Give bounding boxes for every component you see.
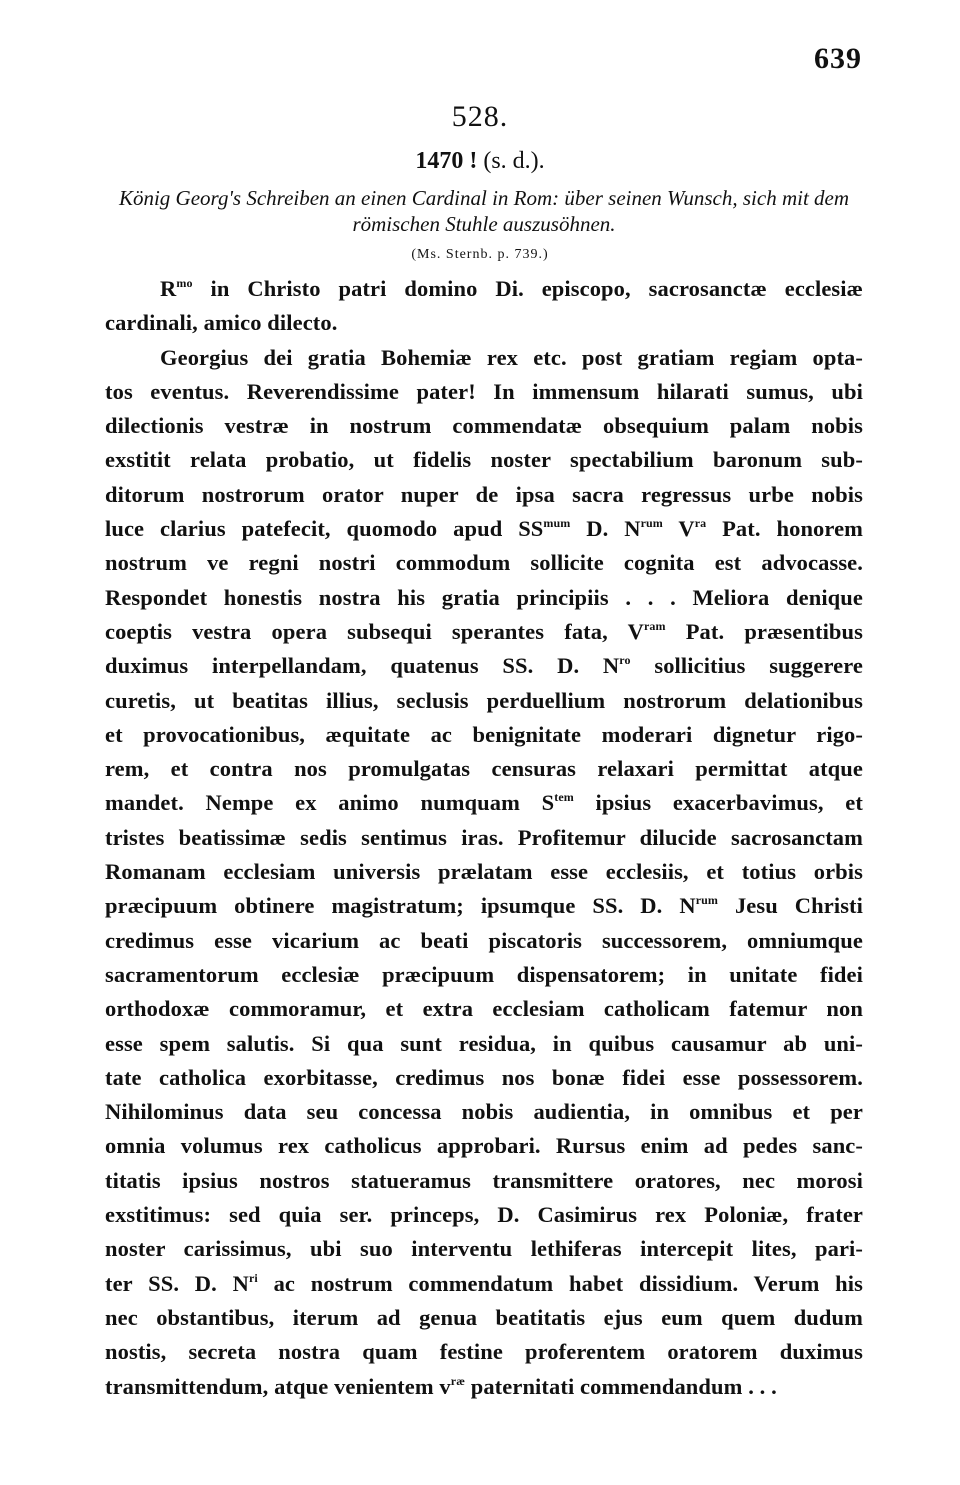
- date-line: [0, 148, 960, 175]
- letter-body: [105, 272, 863, 1404]
- text-line: curetis, ut beatitas illius, seclusis perduellium nostrorum delationibus: [105, 687, 863, 713]
- text-line: sacramentorum ecclesiæ præcipuum dispensatorem; in unitate fidei: [105, 961, 863, 987]
- text-line: titatis ipsius nostros statueramus transmittere oratores, nec morosi: [105, 1167, 863, 1193]
- date-note: (s. d.).: [483, 148, 545, 174]
- text-line: luce clarius patefecit, quomodo apud $SS^{mum}$ D. $N^{rum}$ $V^{ra}$ Pat. honorem: [105, 516, 864, 542]
- text-line: duximus interpellandam, quatenus SS. D. $N^{ro}$ sollicitius suggerere: [105, 653, 863, 679]
- document-number: 528.: [451, 100, 509, 133]
- text-line: tate catholica exorbitasse, credimus nos bonæ fidei esse possessorem.: [105, 1064, 863, 1090]
- text-line: credimus esse vicarium ac beati piscatoris successorem, omniumque: [105, 927, 863, 953]
- text-line: Romanam ecclesiam universis prælatam esse ecclesiis, et totius orbis: [105, 859, 863, 885]
- page-number: 639: [814, 42, 862, 75]
- text-line: orthodoxæ commoramur, et extra ecclesiam catholicam fatemur non: [105, 996, 863, 1022]
- text-line: nostrum ve regni nostri commodum sollicite cognita est advocasse.: [105, 550, 863, 576]
- text-line: omnia volumus rex catholicus approbari. Rursus enim ad pedes sanc-: [105, 1133, 863, 1159]
- text-line: $R^{mo}$ in Christo patri domino Di. episcopo, sacrosanctæ ecclesiæ: [160, 276, 863, 301]
- text-line: dilectionis vestræ in nostrum commendatæ obsequium palam nobis: [105, 413, 863, 439]
- text-line: præcipuum obtinere magistratum; ipsumque SS. D. $N^{rum}$ Jesu Christi: [105, 893, 864, 919]
- source-reference: (Ms. Sternb. p. 739.): [411, 247, 549, 262]
- text-line: exstitit relata probatio, ut fidelis noster spectabilium baronum sub-: [105, 447, 863, 473]
- text-line: Respondet honestis nostra his gratia principiis . . . Meliora denique: [105, 584, 863, 610]
- text-line: exstitimus: sed quia ser. princeps, D. Casimirus rex Poloniæ, frater: [105, 1202, 863, 1228]
- text-line: rem, et contra nos promulgatas censuras relaxari permittat atque: [105, 756, 863, 782]
- text-line: Georgius dei gratia Bohemiæ rex etc. post gratiam regiam opta-: [160, 344, 863, 370]
- text-line: tos eventus. Reverendissime pater! In immensum hilarati sumus, ubi: [105, 378, 863, 404]
- text-line: ditorum nostrorum orator nuper de ipsa sacra regressus urbe nobis: [105, 481, 863, 507]
- text-line: Nihilominus data seu concessa nobis audientia, in omnibus et per: [105, 1099, 863, 1125]
- text-line: noster carissimus, ubi suo interventu lethiferas intercepit lites, pari-: [105, 1236, 863, 1262]
- text-line: ter SS. D. $N^{ri}$ ac nostrum commendatum habet dissidium. Verum his: [105, 1270, 863, 1296]
- text-line: nostis, secreta nostra quam festine proferentem oratorem duximus: [105, 1339, 863, 1365]
- text-line: esse spem salutis. Si qua sunt residua, in quibus causamur ab uni-: [105, 1030, 863, 1056]
- document-summary: König Georg's Schreiben an einen Cardinal in Rom: über seinen Wunsch, sich mit dem römischen Stuhle auszusöhnen.: [118, 186, 850, 236]
- text-line: coeptis vestra opera subsequi sperantes fata, $V^{ram}$ Pat. præsentibus: [105, 618, 863, 644]
- text-line: tristes beatissimæ sedis sentimus iras. Profitemur dilucide sacrosanctam: [105, 824, 863, 850]
- text-line: mandet. Nempe ex animo numquam $S^{tem}$ ipsius exacerbavimus, et: [105, 790, 863, 816]
- text-line: et provocationibus, æquitate ac benignitate moderari dignetur rigo-: [105, 721, 863, 747]
- date-year: 1470 !: [415, 148, 478, 174]
- text-line: cardinali, amico dilecto.: [105, 310, 338, 336]
- text-line: transmittendum, atque venientem $v^{ræ}$ paternitati commendandum . . .: [105, 1373, 777, 1399]
- text-line: nec obstantibus, iterum ad genua beatitatis ejus eum quem dudum: [105, 1304, 863, 1330]
